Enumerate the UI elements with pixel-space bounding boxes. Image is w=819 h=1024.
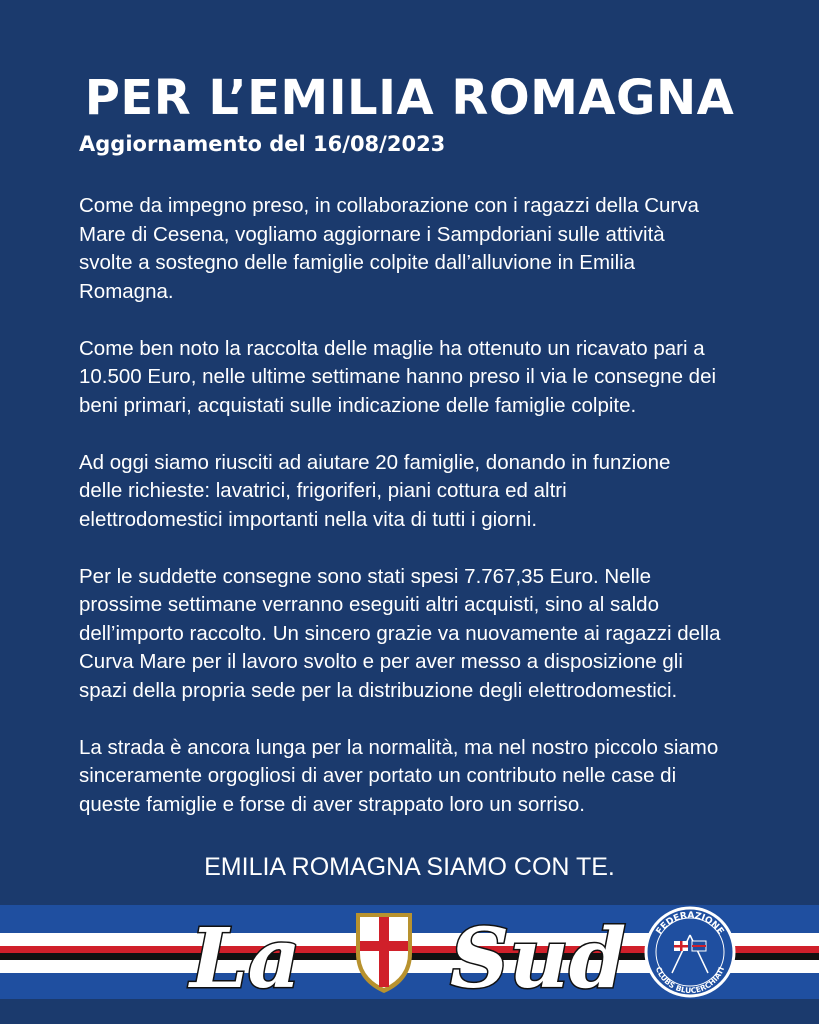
text-line: sinceramente orgogliosi di aver portato un contributo nelle case di bbox=[79, 764, 677, 787]
badge-bottom-text: CLUBS BLUCERCHIATI bbox=[653, 965, 727, 996]
text-line: Come da impegno preso, in collaborazione con i ragazzi della Curva bbox=[79, 194, 699, 217]
text-line: beni primari, acquistati sulle indicazione delle famiglie colpite. bbox=[79, 393, 637, 417]
logo-word-sud: Sud bbox=[450, 911, 627, 999]
text-line: queste famiglie e forse di aver strappato loro un sorriso. bbox=[79, 792, 585, 816]
closing-slogan: EMILIA ROMAGNA SIAMO CON TE. bbox=[204, 853, 615, 881]
text-line: svolte a sostegno delle famiglie colpite dall’alluvione in Emilia bbox=[79, 251, 636, 274]
text-line: 10.500 Euro, nelle ultime settimane hanno preso il via le consegne dei bbox=[79, 365, 717, 388]
federazione-badge bbox=[646, 908, 734, 996]
badge-top-text: FEDERAZIONE bbox=[654, 910, 726, 937]
sampdoria-stripes bbox=[0, 905, 819, 999]
text-line: dell’importo raccolto. Un sincero grazie va nuovamente ai ragazzi della bbox=[79, 621, 721, 645]
text-line: Ad oggi siamo riusciti ad aiutare 20 famiglie, donando in funzione bbox=[79, 450, 671, 474]
text-line: Romagna. bbox=[79, 279, 174, 303]
body-text bbox=[79, 192, 759, 848]
text-line: Mare di Cesena, vogliamo aggiornare i Sampdoriani sulle attività bbox=[79, 222, 665, 246]
logo-word-la: La bbox=[190, 911, 301, 999]
text-line: delle richieste: lavatrici, frigoriferi, piani cottura ed altri bbox=[79, 479, 567, 502]
paragraph-1 bbox=[79, 192, 759, 306]
update-date: Aggiornamento del 16/08/2023 bbox=[79, 132, 446, 156]
text-line: La strada è ancora lunga per la normalità, ma nel nostro piccolo siamo bbox=[79, 735, 719, 759]
text-line: prossime settimane verranno eseguiti altri acquisti, sino al saldo bbox=[79, 593, 659, 616]
text-line: Come ben noto la raccolta delle maglie ha ottenuto un ricavato pari a bbox=[79, 336, 705, 360]
footer-banner bbox=[0, 905, 819, 999]
paragraph-2 bbox=[79, 335, 759, 421]
text-line: spazi della propria sede per la distribuzione degli elettrodomestici. bbox=[79, 678, 678, 702]
paragraph-3 bbox=[79, 449, 759, 535]
text-line: elettrodomestici importanti nella vita di tutti i giorni. bbox=[79, 507, 538, 531]
text-line: Per le suddette consegne sono stati spesi 7.767,35 Euro. Nelle bbox=[79, 564, 652, 588]
text-line: Curva Mare per il lavoro svolto e per aver messo a disposizione gli bbox=[79, 650, 683, 673]
paragraph-4 bbox=[79, 563, 759, 706]
paragraph-5 bbox=[79, 734, 759, 820]
page-title: PER L’EMILIA ROMAGNA bbox=[84, 70, 735, 126]
